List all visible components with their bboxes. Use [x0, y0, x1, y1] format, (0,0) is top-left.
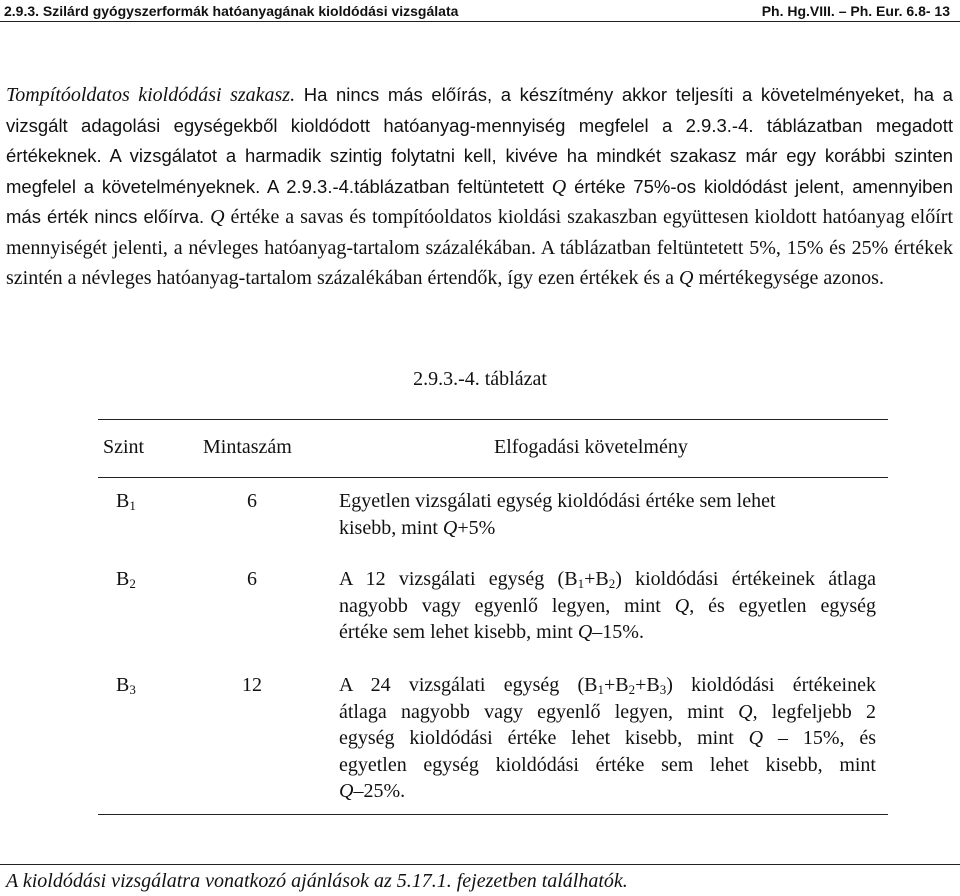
intro-paragraph — [6, 80, 953, 294]
criterion-line: átlaga nagyobb vagy egyenlő legyen, mint Q, legfeljebb 2 — [339, 700, 876, 723]
criterion-line: kisebb, mint Q+5% — [339, 516, 496, 539]
intro-text-3: értéke a savas és tompítóoldatos kioldási szakaszban együttesen kioldott hatóanyag előírt mennyiségét jelenti, a névleges hatóanyag-tartalom százalékában. A táblázatban feltüntetett 5%, 15% és 25% értékek szintén a névleges hatóanyag-tartalom százalékában értendők, így ezen értékek és a — [6, 206, 953, 289]
footer-rule — [0, 864, 960, 865]
header-rule — [0, 21, 960, 22]
intro-heading: Tompítóoldatos kioldódási szakasz. — [6, 84, 296, 106]
cell-criterion — [339, 488, 876, 541]
intro-text-2: értéke 75%-os kioldódást jelent, amennyiben más érték nincs előírva. — [6, 175, 953, 227]
q-symbol: Q — [679, 267, 694, 289]
table-top-rule — [98, 419, 888, 420]
cell-level: $B_2$ — [116, 568, 136, 591]
criterion-line: egység kioldódási értéke lehet kisebb, mint Q – 15%, és — [339, 727, 876, 749]
cell-samples: 12 — [242, 674, 262, 696]
intro-text-4: mértékegysége azonos. — [693, 267, 884, 289]
cell-samples: 6 — [247, 568, 257, 590]
column-header-criterion: Elfogadási követelmény — [494, 436, 688, 458]
header-title: 2.9.3. Szilárd gyógyszerformák hatóanyagának kioldódási vizsgálata — [4, 3, 459, 19]
criterion-line: A 12 vizsgálati egység $(B_1+B_2)$ kioldódási értékeinek átlaga — [339, 568, 877, 591]
column-header-level: Szint — [103, 436, 145, 458]
q-symbol: Q — [210, 206, 225, 228]
column-header-samples: Mintaszám — [203, 436, 292, 458]
criterion-line: értéke sem lehet kisebb, mint Q–15%. — [339, 621, 644, 643]
criterion-line: A 24 vizsgálati egység $(B_1+B_2+B_3)$ kioldódási értékeinek — [339, 674, 876, 697]
intro-text-1: Ha nincs más előírás, a készítmény akkor teljesíti a követelményeket, ha a vizsgált adagolási egységekből kioldódott hatóanyag-mennyiség megfelel a 2.9.3.-4. táblázatban megadott értékeknek. A vizsgálatot a harmadik szintig folytatni kell, kivéve ha mindkét szakasz már egy korábbi szinten megfelel a követelményeknek. A 2.9.3.-4.táblázatban feltüntetett — [6, 84, 953, 197]
table-caption: 2.9.3.-4. táblázat — [413, 368, 547, 390]
table-header-rule — [98, 477, 888, 478]
criterion-line: nagyobb vagy egyenlő legyen, mint Q, és egyetlen egység — [339, 594, 876, 617]
cell-criterion — [339, 566, 876, 646]
q-symbol: Q — [551, 175, 567, 198]
cell-level: $B_3$ — [116, 674, 136, 697]
header-reference: Ph. Hg.VIII. – Ph. Eur. 6.8- 13 — [761, 3, 950, 19]
criterion-line: egyetlen egység kioldódási értéke sem lehet kisebb, mint — [339, 753, 876, 776]
criterion-line: Egyetlen vizsgálati egység kioldódási értéke sem lehet — [339, 490, 776, 512]
page-header — [0, 0, 960, 22]
cell-samples: 6 — [247, 490, 257, 512]
table-bottom-rule — [98, 814, 888, 815]
cell-level: $B_1$ — [116, 490, 136, 513]
cell-criterion — [339, 672, 876, 805]
criterion-line: Q–25%. — [339, 780, 406, 802]
footer-note: A kioldódási vizsgálatra vonatkozó ajánlások az 5.17.1. fejezetben találhatók. — [6, 870, 628, 892]
